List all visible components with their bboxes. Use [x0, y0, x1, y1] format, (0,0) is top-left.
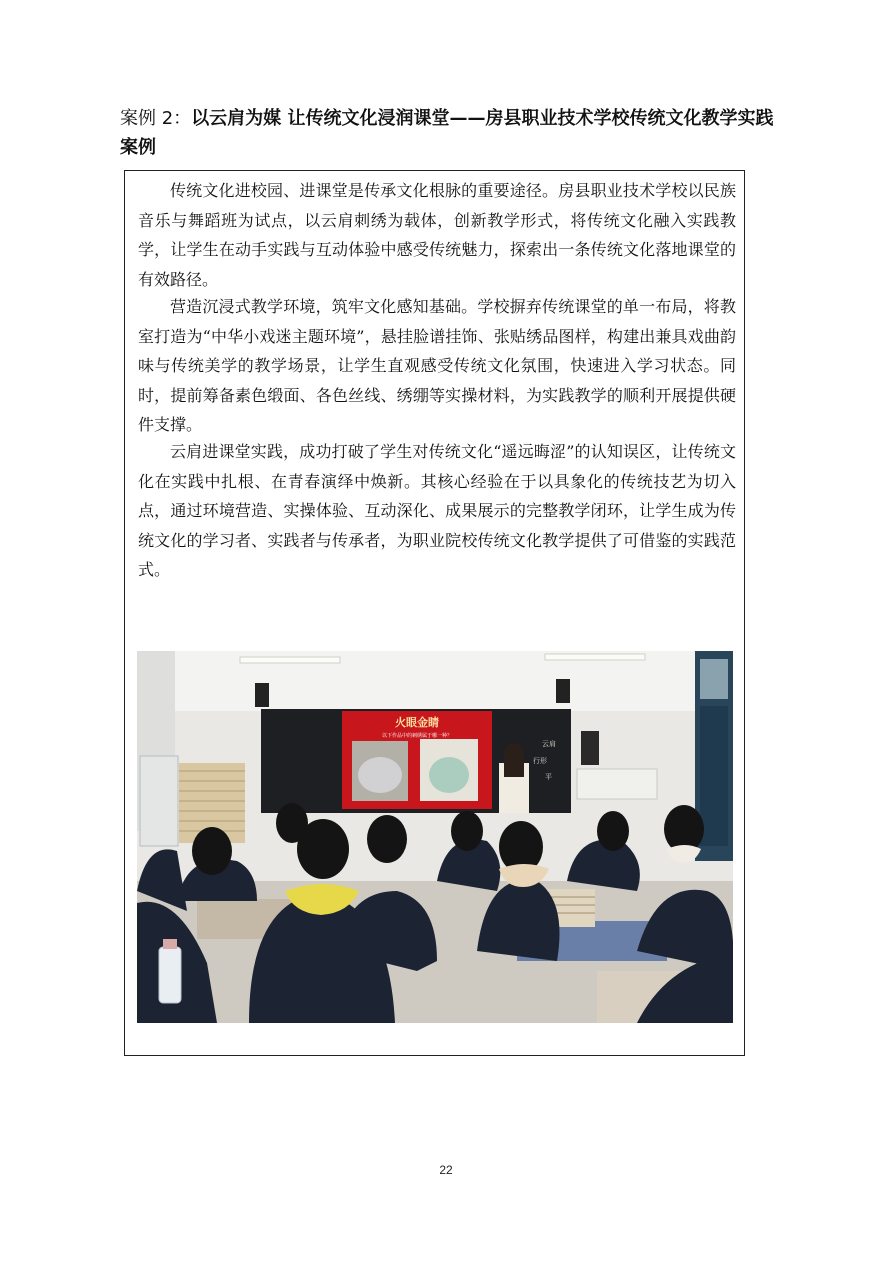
- slide-subtitle: 以下作品中的刺绣属于哪一种？: [381, 733, 453, 739]
- classroom-photo: [137, 651, 733, 1023]
- slide-title: 火眼金睛: [395, 716, 439, 729]
- paragraph-summary: 云肩进课堂实践，成功打破了学生对传统文化“遥远晦涩”的认知误区，让传统文化在实践中扎根、在青春演绎中焕新。其核心经验在于以具象化的传统技艺为切入点，通过环境营造、实操体验、互动深化、成果展示的完整教学闭环，让学生成为传统文化的学习者、实践者与传承者，为职业院校传统文化教学提供了可借鉴的实践范式。: [138, 442, 736, 579]
- paragraph-intro: 传统文化进校园、进课堂是传承文化根脉的重要途径。房县职业技术学校以民族音乐与舞蹈班为试点，以云肩刺绣为载体，创新教学形式，将传统文化融入实践教学，让学生在动手实践与互动体验中感受传统魅力，探索出一条传统文化落地课堂的有效路径。: [138, 181, 736, 289]
- case-heading: [120, 104, 780, 162]
- board-text-1: 云肩: [542, 740, 556, 748]
- board-text-3: 平: [545, 773, 552, 781]
- case-heading-prefix: 案例 2：: [120, 108, 192, 129]
- paragraph-environment: 营造沉浸式教学环境，筑牢文化感知基础。学校摒弃传统课堂的单一布局，将教室打造为“中华小戏迷主题环境”，悬挂脸谱挂饰、张贴绣品图样，构建出兼具戏曲韵味与传统美学的教学场景，让学生直观感受传统文化氛围，快速进入学习状态。同时，提前筹备素色缎面、各色丝线、绣绷等实操材料，为实践教学的顺利开展提供硬件支撑。: [138, 297, 736, 434]
- case-heading-title: 以云肩为媒 让传统文化浸润课堂——房县职业技术学校传统文化教学实践案例: [120, 108, 774, 158]
- board-text-2: 行形: [533, 757, 547, 765]
- page-number: 22: [439, 1163, 453, 1177]
